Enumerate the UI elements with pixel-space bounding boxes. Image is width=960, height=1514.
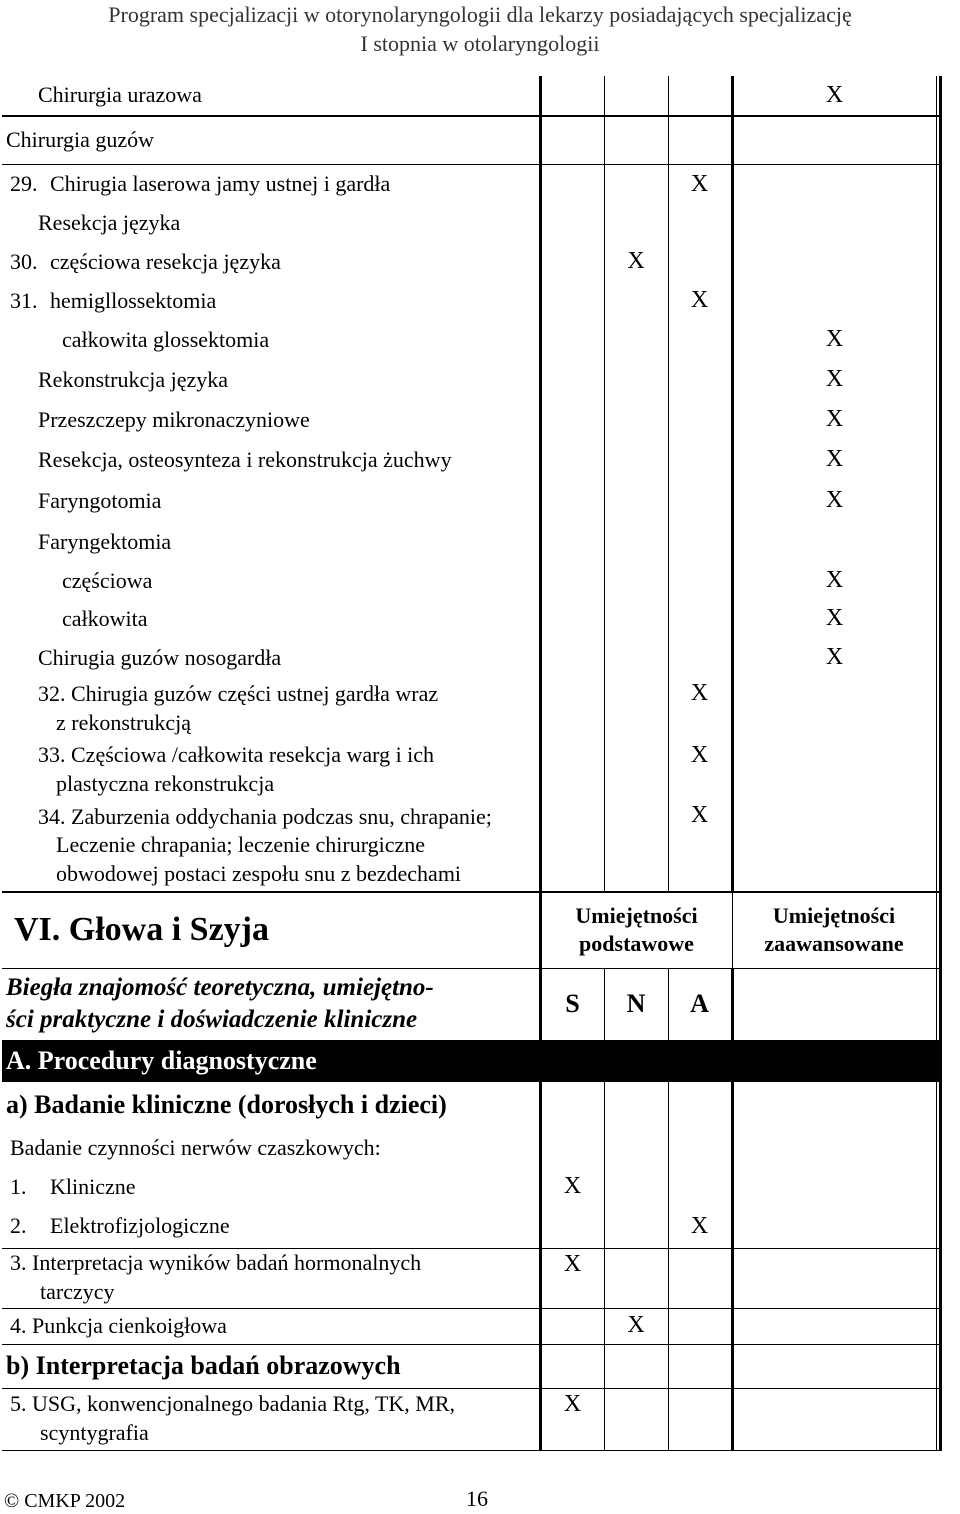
procedure-number: 30. <box>10 248 38 274</box>
empty-cell <box>936 400 940 440</box>
procedure-text: 5. USG, konwencjonalnego badania Rtg, TK, MR, <box>10 1391 456 1417</box>
empty-cell <box>936 320 940 360</box>
empty-cell <box>732 164 936 204</box>
empty-cell <box>936 282 940 320</box>
procedure-text-continued: z rekonstrukcją <box>56 710 191 735</box>
empty-cell <box>540 204 604 242</box>
table-row <box>2 1248 940 1308</box>
empty-cell <box>540 638 604 678</box>
procedure-text: Badanie czynności nerwów czaszkowych: <box>10 1134 381 1160</box>
empty-cell <box>668 522 732 562</box>
empty-cell <box>732 1388 936 1450</box>
empty-cell <box>540 400 604 440</box>
table-row <box>2 678 940 740</box>
procedure-number: 29. <box>10 170 38 196</box>
empty-cell <box>936 740 940 800</box>
mark-x: X <box>732 320 936 360</box>
procedure-text: 34. Zaburzenia oddychania podczas snu, chrapanie; <box>38 803 492 829</box>
mark-x: X <box>604 1308 668 1344</box>
empty-cell <box>732 1206 936 1248</box>
empty-cell <box>604 480 668 522</box>
empty-cell <box>604 282 668 320</box>
empty-cell <box>936 1308 940 1344</box>
table-section-b-head <box>2 1344 940 1388</box>
procedure-label <box>2 740 540 800</box>
empty-cell <box>936 1168 940 1206</box>
mark-x: X <box>540 1248 604 1308</box>
mark-x: X <box>668 678 732 740</box>
table-row <box>2 164 940 204</box>
empty-cell <box>936 1206 940 1248</box>
mark-x: X <box>732 480 936 522</box>
section-a-title: A. Procedury diagnostyczne <box>2 1040 540 1082</box>
empty-cell <box>668 638 732 678</box>
empty-cell <box>732 282 936 320</box>
empty-cell <box>732 800 936 892</box>
empty-cell <box>668 320 732 360</box>
table-row <box>2 400 940 440</box>
empty-cell <box>540 76 604 116</box>
empty-cell <box>668 480 732 522</box>
empty-cell <box>604 76 668 116</box>
empty-cell <box>668 600 732 638</box>
empty-cell <box>936 116 940 164</box>
empty-cell <box>668 1248 732 1308</box>
procedure-label <box>2 204 540 242</box>
empty-cell <box>540 1206 604 1248</box>
procedure-text: Elektrofizjologiczne <box>50 1213 230 1239</box>
mark-x: X <box>732 360 936 400</box>
table-row <box>2 1168 940 1206</box>
table-row <box>2 1128 940 1168</box>
empty-cell <box>604 1168 668 1206</box>
procedure-label <box>2 522 540 562</box>
procedure-text: Kliniczne <box>50 1173 136 1199</box>
mark-x: X <box>668 800 732 892</box>
procedure-text-continued: scyntygrafia <box>40 1420 149 1445</box>
empty-cell <box>936 600 940 638</box>
empty-cell <box>936 76 940 116</box>
empty-cell <box>540 282 604 320</box>
empty-cell <box>604 360 668 400</box>
empty-cell <box>936 480 940 522</box>
empty-cell <box>936 522 940 562</box>
procedure-label <box>2 1206 540 1248</box>
header-title-line1: Program specjalizacji w otorynolaryngologii dla lekarzy posiadających specjalizację <box>108 2 852 27</box>
procedure-text: całkowita glossektomia <box>62 326 270 352</box>
table-row <box>2 562 940 600</box>
procedure-label <box>2 440 540 480</box>
empty-cell <box>604 1388 668 1450</box>
footer-page-number: 16 <box>466 1486 488 1511</box>
header-title-line2: I stopnia w otolaryngologii <box>360 31 600 56</box>
table-section-a <box>2 1128 940 1344</box>
table-row <box>2 360 940 400</box>
mark-x: X <box>668 740 732 800</box>
empty-cell <box>604 1128 668 1168</box>
procedure-label <box>2 1248 540 1308</box>
empty-cell <box>540 164 604 204</box>
empty-cell <box>668 360 732 400</box>
empty-cell <box>936 800 940 892</box>
procedure-text-continued: tarczycy <box>40 1279 115 1304</box>
procedures-table <box>2 76 942 1451</box>
procedure-text: Faryngektomia <box>38 528 172 554</box>
col-header-s: S <box>540 968 604 1040</box>
mark-x: X <box>732 600 936 638</box>
table-row <box>2 740 940 800</box>
table-row <box>2 522 940 562</box>
empty-cell <box>668 1308 732 1344</box>
empty-cell <box>604 164 668 204</box>
table-row <box>2 600 940 638</box>
mark-x: X <box>732 562 936 600</box>
empty-cell <box>668 1388 732 1450</box>
table-top-section <box>2 76 940 892</box>
empty-cell <box>668 440 732 480</box>
procedure-label <box>2 1128 540 1168</box>
section-title: VI. Głowa i Szyja <box>2 892 540 968</box>
empty-cell <box>540 360 604 400</box>
procedure-text: Resekcja języka <box>38 209 181 235</box>
table-row <box>2 800 940 892</box>
procedure-label <box>2 282 540 320</box>
empty-cell <box>936 360 940 400</box>
subsection-a-title: a) Badanie kliniczne (dorosłych i dzieci) <box>2 1082 540 1128</box>
empty-cell <box>732 204 936 242</box>
empty-cell <box>540 522 604 562</box>
empty-cell <box>936 562 940 600</box>
empty-cell <box>732 242 936 282</box>
procedure-text: Faryngotomia <box>38 487 162 513</box>
empty-cell <box>540 440 604 480</box>
empty-cell <box>936 1128 940 1168</box>
procedure-text: Resekcja, osteosynteza i rekonstrukcja żuchwy <box>38 446 452 472</box>
table-row <box>2 242 940 282</box>
empty-cell <box>604 440 668 480</box>
empty-cell <box>540 678 604 740</box>
table-row <box>2 1206 940 1248</box>
empty-cell <box>936 204 940 242</box>
procedure-label <box>2 360 540 400</box>
procedure-label <box>2 1168 540 1206</box>
procedure-text: Chirurgia urazowa <box>38 82 202 108</box>
empty-cell <box>604 600 668 638</box>
empty-cell <box>936 1388 940 1450</box>
empty-cell <box>936 242 940 282</box>
table-row <box>2 480 940 522</box>
empty-cell <box>732 1168 936 1206</box>
empty-cell <box>540 480 604 522</box>
mark-x: X <box>732 76 936 116</box>
empty-cell <box>604 562 668 600</box>
procedure-label <box>2 562 540 600</box>
table-row <box>2 1388 940 1450</box>
procedure-text: 33. Częściowa /całkowita resekcja warg i ich <box>38 742 435 768</box>
empty-cell <box>540 740 604 800</box>
procedure-label <box>2 164 540 204</box>
empty-cell <box>668 562 732 600</box>
empty-cell <box>540 800 604 892</box>
procedure-label <box>2 400 540 440</box>
procedure-text: 3. Interpretacja wyników badań hormonalnych <box>10 1250 422 1276</box>
empty-cell <box>668 76 732 116</box>
mark-x: X <box>732 400 936 440</box>
procedure-label <box>2 800 540 892</box>
procedure-text: częściowa resekcja języka <box>50 248 281 274</box>
empty-cell <box>540 116 604 164</box>
col-header-advanced: Umiejętności zaawansowane <box>732 892 936 968</box>
col-header-n: N <box>604 968 668 1040</box>
procedure-text: Przeszczepy mikronaczyniowe <box>38 406 310 432</box>
empty-cell <box>604 638 668 678</box>
procedure-label <box>2 242 540 282</box>
table-row <box>2 638 940 678</box>
empty-cell <box>732 1128 936 1168</box>
procedure-text: Chirugia guzów nosogardła <box>38 644 282 670</box>
mark-x: X <box>668 1206 732 1248</box>
procedure-text-continued: obwodowej postaci zespołu snu z bezdechami <box>56 860 462 886</box>
empty-cell <box>604 678 668 740</box>
empty-cell <box>668 400 732 440</box>
procedure-text: Chirugia laserowa jamy ustnej i gardła <box>50 170 391 196</box>
procedure-text: hemigllossektomia <box>50 287 217 313</box>
empty-cell <box>540 562 604 600</box>
empty-cell <box>604 1248 668 1308</box>
procedure-label <box>2 320 540 360</box>
empty-cell <box>668 116 732 164</box>
empty-cell <box>936 164 940 204</box>
table-head-section <box>2 892 940 1128</box>
mark-x: X <box>668 164 732 204</box>
procedure-text: 4. Punkcja cienkoigłowa <box>10 1312 227 1338</box>
procedure-text: 32. Chirugia guzów części ustnej gardła wraz <box>38 681 439 707</box>
procedure-label <box>2 1308 540 1344</box>
empty-cell <box>936 440 940 480</box>
empty-cell <box>604 320 668 360</box>
procedure-number: 31. <box>10 287 38 313</box>
empty-cell <box>604 1206 668 1248</box>
procedure-text: częściowa <box>62 567 153 593</box>
empty-cell <box>540 600 604 638</box>
empty-cell <box>668 204 732 242</box>
legend-text: Biegła znajomość teoretyczna, umiejętno- ści praktyczne i doświadczenie kliniczne <box>2 968 540 1040</box>
empty-cell <box>540 1128 604 1168</box>
empty-cell <box>604 522 668 562</box>
empty-cell <box>540 320 604 360</box>
col-header-a: A <box>668 968 732 1040</box>
procedure-number: 1. <box>10 1173 27 1199</box>
procedure-label <box>2 638 540 678</box>
table-section-b <box>2 1388 940 1450</box>
table-row <box>2 1308 940 1344</box>
empty-cell <box>604 800 668 892</box>
empty-cell <box>540 1308 604 1344</box>
mark-x: X <box>604 242 668 282</box>
empty-cell <box>732 740 936 800</box>
mark-x: X <box>540 1168 604 1206</box>
empty-cell <box>604 740 668 800</box>
procedure-label <box>2 480 540 522</box>
procedure-text-continued: Leczenie chrapania; leczenie chirurgiczne <box>56 832 426 858</box>
table-row <box>2 282 940 320</box>
mark-x: X <box>732 440 936 480</box>
empty-cell <box>668 1168 732 1206</box>
mark-x: X <box>668 282 732 320</box>
empty-cell <box>668 1128 732 1168</box>
empty-cell <box>668 242 732 282</box>
empty-cell <box>604 116 668 164</box>
col-header-basic: Umiejętności podstawowe <box>540 892 732 968</box>
procedure-label <box>2 600 540 638</box>
mark-x: X <box>732 638 936 678</box>
procedure-label <box>2 116 540 164</box>
empty-cell <box>936 678 940 740</box>
empty-cell <box>732 1308 936 1344</box>
procedure-label <box>2 76 540 116</box>
empty-cell <box>604 400 668 440</box>
procedure-text-continued: plastyczna rekonstrukcja <box>56 771 275 796</box>
empty-cell <box>540 242 604 282</box>
procedure-number: 2. <box>10 1213 27 1239</box>
subsection-b-title: b) Interpretacja badań obrazowych <box>2 1344 540 1388</box>
empty-cell <box>732 678 936 740</box>
procedure-text: całkowita <box>62 605 148 631</box>
footer-copyright: © CMKP 2002 <box>4 1490 126 1512</box>
procedure-label <box>2 1388 540 1450</box>
procedure-text: Chirurgia guzów <box>6 126 155 152</box>
empty-cell <box>936 638 940 678</box>
empty-cell <box>604 204 668 242</box>
empty-cell <box>732 522 936 562</box>
table-row <box>2 440 940 480</box>
table-row <box>2 116 940 164</box>
procedure-label <box>2 678 540 740</box>
mark-x: X <box>540 1388 604 1450</box>
empty-cell <box>732 116 936 164</box>
empty-cell <box>732 1248 936 1308</box>
table-row <box>2 320 940 360</box>
table-row <box>2 204 940 242</box>
table-row <box>2 76 940 116</box>
empty-cell <box>936 1248 940 1308</box>
procedure-text: Rekonstrukcja języka <box>38 366 228 392</box>
